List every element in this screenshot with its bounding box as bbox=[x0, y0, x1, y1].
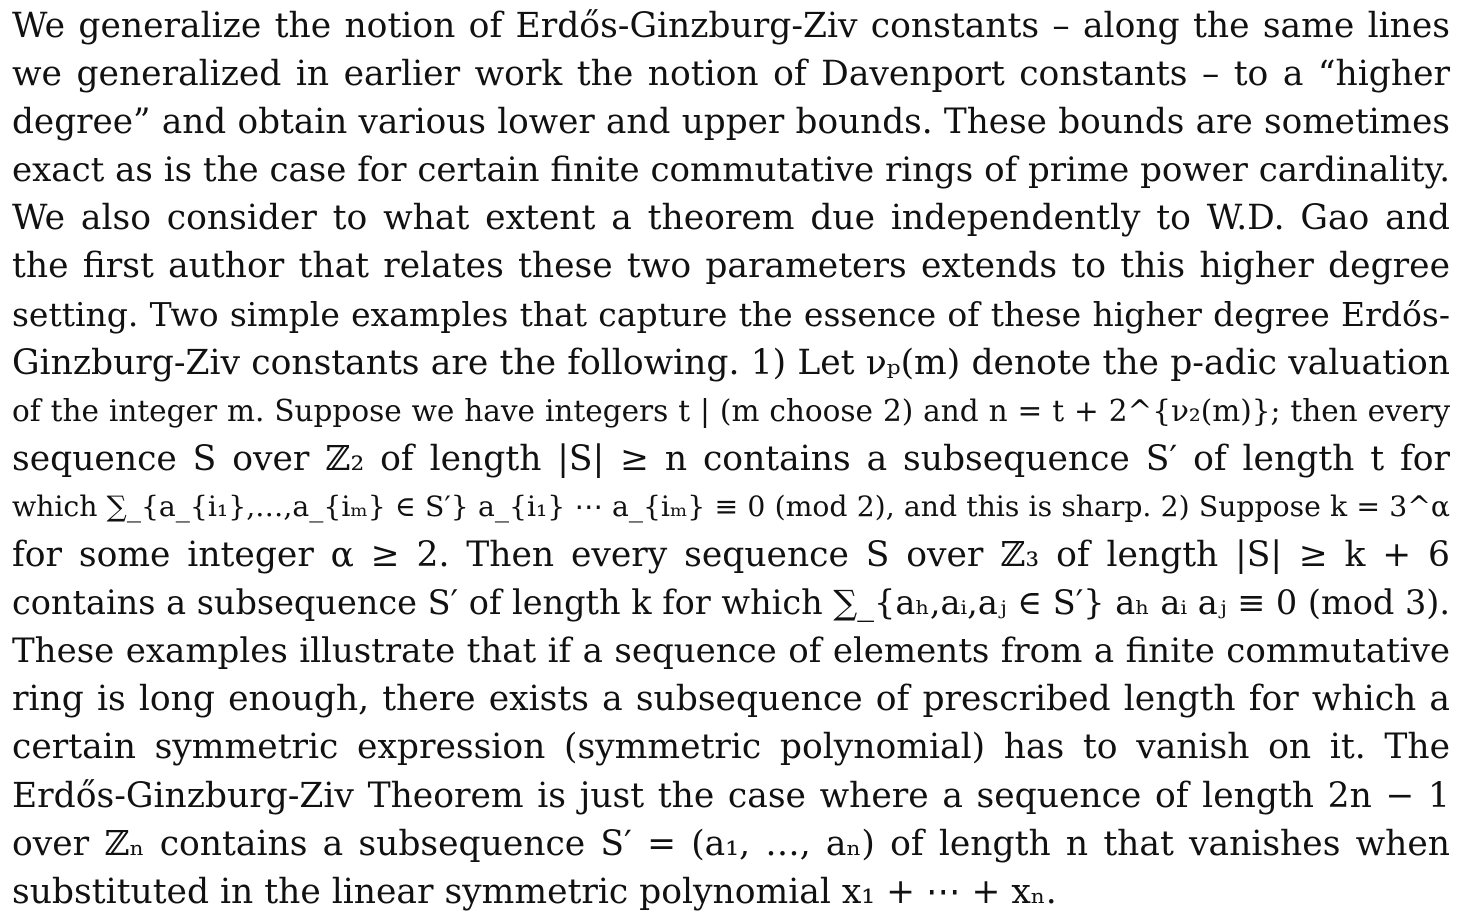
text-line: sequence S over ℤ₂ of length |S| ≥ n contains a subsequence S′ of length t for bbox=[12, 438, 1450, 479]
text-line: which ∑_{a_{i₁},…,a_{iₘ} ∈ S′} a_{i₁} ⋯ a_{iₘ} ≡ 0 (mod 2), and this is sharp. 2) Suppose k = 3^α bbox=[12, 489, 1450, 523]
text-line: ring is long enough, there exists a subsequence of prescribed length for which a bbox=[12, 679, 1450, 720]
text-line: exact as is the case for certain finite commutative rings of prime power cardinality. bbox=[12, 150, 1450, 191]
text-line: Ginzburg-Ziv constants are the following. 1) Let νₚ(m) denote the p-adic valuation bbox=[12, 342, 1450, 383]
text-line: contains a subsequence S′ of length k for which ∑_{aₕ,aᵢ,aⱼ ∈ S′} aₕ aᵢ aⱼ ≡ 0 (mod 3). bbox=[12, 583, 1451, 623]
text-line: We generalize the notion of Erdős-Ginzburg-Ziv constants – along the same lines bbox=[12, 6, 1450, 46]
text-line: over ℤₙ contains a subsequence S′ = (a₁, …, aₙ) of length n that vanishes when bbox=[12, 823, 1450, 864]
text-line: degree” and obtain various lower and upper bounds. These bounds are sometimes bbox=[12, 102, 1450, 143]
text-line: we generalized in earlier work the notion of Davenport constants – to a “higher bbox=[12, 54, 1450, 95]
text-line: for some integer α ≥ 2. Then every sequence S over ℤ₃ of length |S| ≥ k + 6 bbox=[12, 535, 1450, 576]
text-line: substituted in the linear symmetric polynomial x₁ + ⋯ + xₙ. bbox=[12, 871, 1057, 912]
text-line: certain symmetric expression (symmetric polynomial) has to vanish on it. The bbox=[12, 727, 1450, 768]
text-line: of the integer m. Suppose we have integers t | (m choose 2) and n = t + 2^{ν₂(m)}; then every bbox=[12, 393, 1450, 428]
text-line: Erdős-Ginzburg-Ziv Theorem is just the case where a sequence of length 2n − 1 bbox=[12, 775, 1450, 816]
text-line: We also consider to what extent a theorem due independently to W.D. Gao and bbox=[12, 198, 1450, 239]
text-line: These examples illustrate that if a sequence of elements from a finite commutative bbox=[12, 631, 1450, 672]
text-line: the first author that relates these two parameters extends to this higher degree bbox=[12, 246, 1450, 287]
text-line: setting. Two simple examples that capture the essence of these higher degree Erdős- bbox=[12, 294, 1450, 334]
abstract-text bbox=[12, 2, 1450, 916]
